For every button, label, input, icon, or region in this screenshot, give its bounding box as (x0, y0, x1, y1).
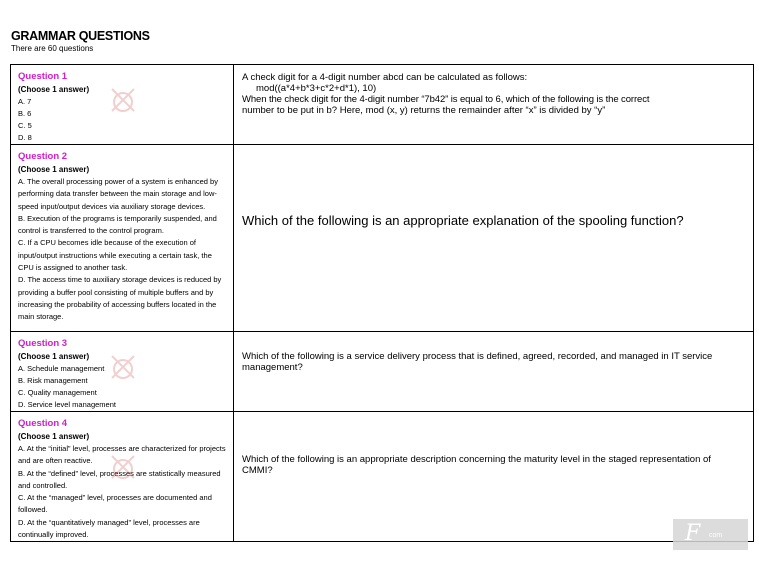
answer-option[interactable]: A. Schedule management (18, 364, 105, 373)
answer-option[interactable]: A. At the “initial” level, processes are characterized for projects and are often reactive. (18, 444, 226, 466)
answer-option[interactable]: A. 7 (18, 97, 32, 106)
answer-option[interactable]: B. Risk management (18, 376, 88, 385)
question-text-cell (234, 65, 754, 145)
logo-text: com (709, 532, 723, 539)
question-title: Question 4 (18, 418, 68, 429)
question-options-cell (11, 332, 234, 412)
question-text: A check digit for a 4-digit number abcd can be calculated as follows: (242, 72, 528, 83)
question-text: Which of the following is a service delivery process that is defined, agreed, recorded, and managed in IT service management? (242, 351, 713, 373)
question-options-cell (11, 145, 234, 332)
question-text: When the check digit for the 4-digit number “7b42” is equal to 6, which of the following is the correct (242, 94, 650, 105)
question-text-cell (234, 332, 754, 412)
answer-option[interactable]: D. 8 (18, 133, 32, 142)
page-title: GRAMMAR QUESTIONS (11, 29, 150, 43)
questions-table (10, 64, 754, 542)
question-row (11, 332, 754, 412)
question-formula: mod((a*4+b*3+c*2+d*1), 10) (256, 83, 377, 94)
answer-option[interactable]: C. At the “managed” level, processes are documented and followed. (18, 493, 212, 515)
answer-option[interactable]: A. The overall processing power of a system is enhanced by performing data transfer between the main storage and low-speed input/output devices via auxiliary storage devices. (18, 177, 218, 211)
choose-instruction: (Choose 1 answer) (18, 432, 90, 441)
answer-option[interactable]: C. If a CPU becomes idle because of the execution of input/output instructions while executing a certain task, the CPU is assigned to another task. (18, 238, 212, 273)
answer-option[interactable]: D. The access time to auxiliary storage devices is reduced by providing a buffer pool consisting of multiple buffers and by increasing the probability of accessing buffers located in the main storage. (18, 275, 222, 322)
answer-option[interactable]: C. 5 (18, 121, 32, 130)
logo-mark: F (685, 521, 701, 546)
question-title: Question 3 (18, 338, 68, 349)
site-logo (673, 519, 748, 550)
question-text: Which of the following is an appropriate description concerning the maturity level in the staged representation of CMMI? (242, 454, 711, 476)
page-subtitle: There are 60 questions (11, 44, 94, 53)
choose-instruction: (Choose 1 answer) (18, 165, 90, 174)
answer-option[interactable]: B. 6 (18, 109, 32, 118)
question-options-cell (11, 412, 234, 542)
question-row (11, 412, 754, 542)
answer-option[interactable]: C. Quality management (18, 388, 97, 397)
question-text: number to be put in b? Here, mod (x, y) returns the remainder after “x” is divided by “y” (242, 105, 606, 116)
question-title: Question 2 (18, 151, 68, 162)
answer-option[interactable]: D. Service level management (18, 400, 116, 409)
question-row (11, 65, 754, 145)
answer-option[interactable]: D. At the “quantitatively managed” level, processes are continually improved. (18, 517, 200, 540)
answer-option[interactable]: B. At the “defined” level, processes are statistically measured and controlled. (18, 468, 221, 490)
question-options-cell (11, 65, 234, 145)
answer-option[interactable]: B. Execution of the programs is temporarily suspended, and control is transferred to the control program. (18, 213, 217, 236)
choose-instruction: (Choose 1 answer) (18, 352, 90, 361)
choose-instruction: (Choose 1 answer) (18, 85, 90, 94)
question-text-cell (234, 145, 754, 332)
question-title: Question 1 (18, 71, 68, 82)
question-text: Which of the following is an appropriate explanation of the spooling function? (242, 213, 684, 228)
question-row (11, 145, 754, 332)
